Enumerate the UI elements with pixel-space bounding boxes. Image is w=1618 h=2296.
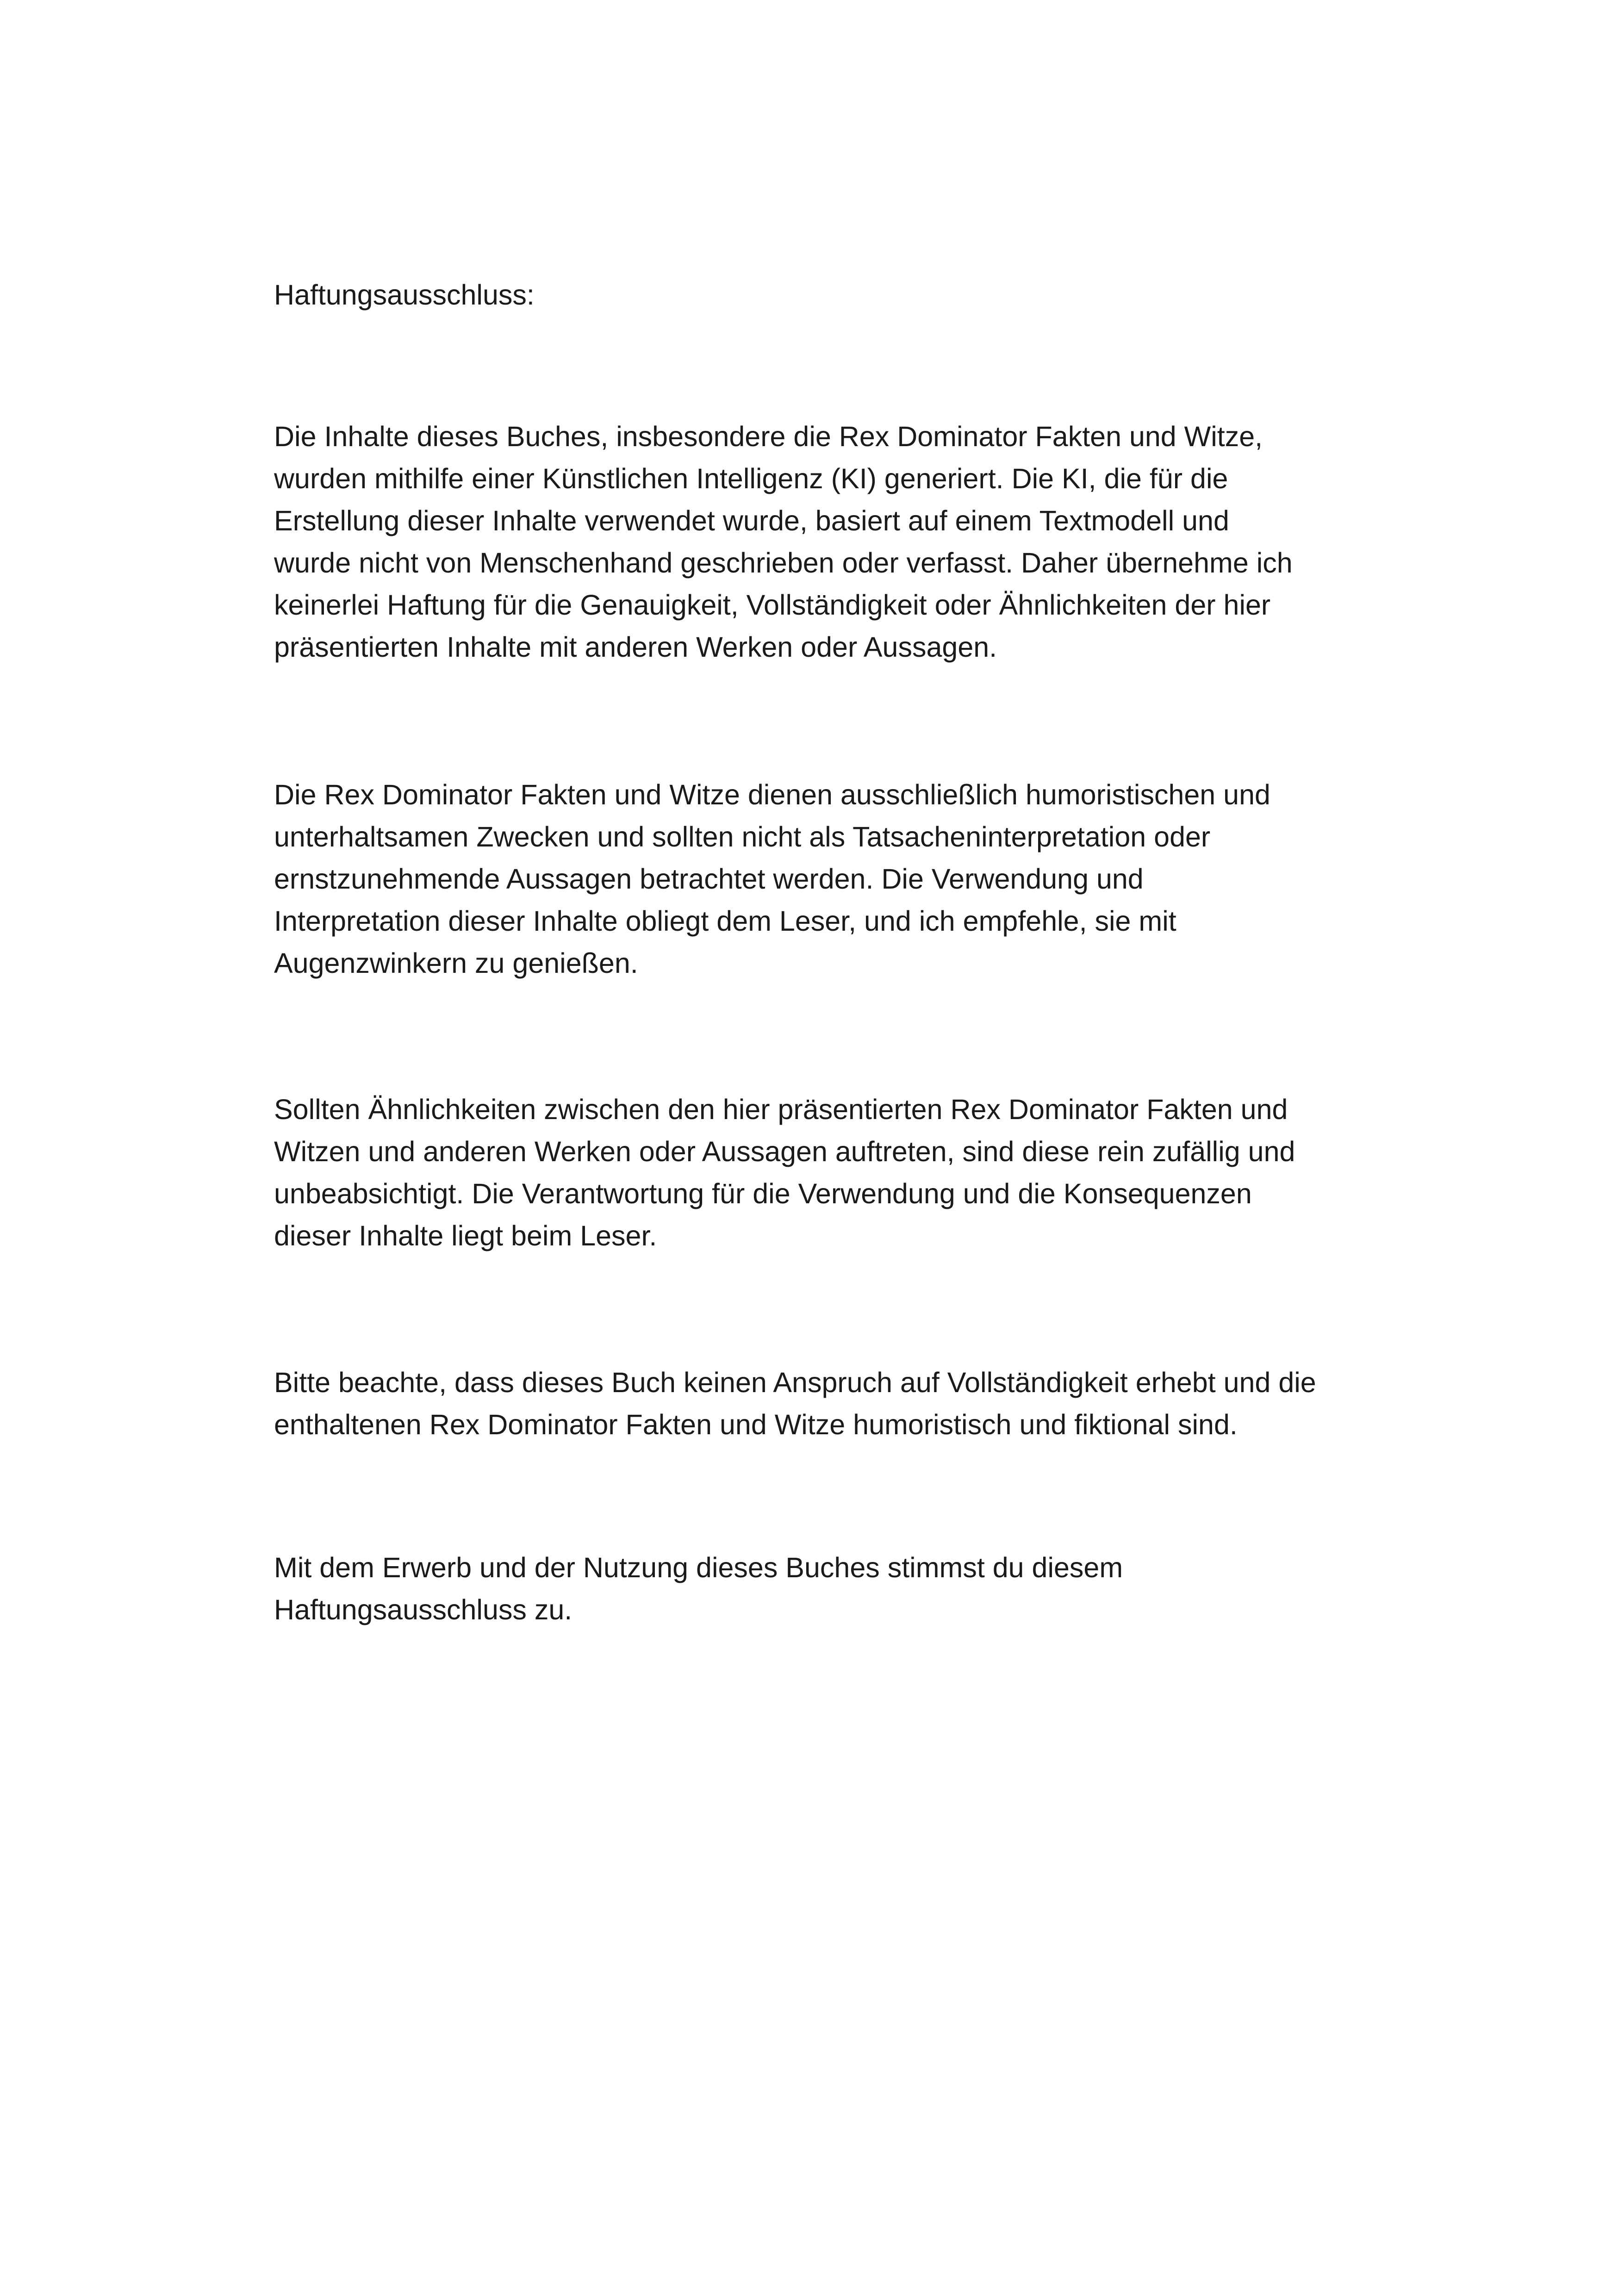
paragraph-line: Die Inhalte dieses Buches, insbesondere die Rex Dominator Fakten und Witze, bbox=[274, 421, 1263, 452]
paragraph-line: Haftungsausschluss zu. bbox=[274, 1594, 573, 1625]
paragraph-line: ernstzunehmende Aussagen betrachtet werden. Die Verwendung und bbox=[274, 863, 1144, 895]
paragraph-line: Mit dem Erwerb und der Nutzung dieses Buches stimmst du diesem bbox=[274, 1552, 1123, 1583]
paragraph-line: wurde nicht von Menschenhand geschrieben oder verfasst. Daher übernehme ich bbox=[274, 547, 1293, 579]
paragraph-line: dieser Inhalte liegt beim Leser. bbox=[274, 1220, 657, 1251]
disclaimer-paragraph-completeness bbox=[274, 1362, 1385, 1446]
paragraph-line: Die Rex Dominator Fakten und Witze dienen ausschließlich humoristischen und bbox=[274, 779, 1270, 810]
paragraph-line: unterhaltsamen Zwecken und sollten nicht als Tatsacheninterpretation oder bbox=[274, 821, 1211, 852]
paragraph-line: Sollten Ähnlichkeiten zwischen den hier präsentierten Rex Dominator Fakten und bbox=[274, 1094, 1288, 1125]
paragraph-line: Bitte beachte, dass dieses Buch keinen Anspruch auf Vollständigkeit erhebt und die bbox=[274, 1367, 1316, 1398]
paragraph-line: Erstellung dieser Inhalte verwendet wurde, basiert auf einem Textmodell und bbox=[274, 505, 1229, 536]
paragraph-line: wurden mithilfe einer Künstlichen Intelligenz (KI) generiert. Die KI, die für die bbox=[274, 463, 1228, 494]
paragraph-line: enthaltenen Rex Dominator Fakten und Witze humoristisch und fiktional sind. bbox=[274, 1409, 1238, 1440]
paragraph-line: Interpretation dieser Inhalte obliegt dem Leser, und ich empfehle, sie mit bbox=[274, 905, 1176, 937]
paragraph-line: keinerlei Haftung für die Genauigkeit, Vollständigkeit oder Ähnlichkeiten der hier bbox=[274, 589, 1271, 621]
disclaimer-heading: Haftungsausschluss: bbox=[274, 279, 535, 311]
disclaimer-paragraph-agreement bbox=[274, 1547, 1385, 1631]
paragraph-line: unbeabsichtigt. Die Verantwortung für die Verwendung und die Konsequenzen bbox=[274, 1178, 1252, 1209]
paragraph-line: Augenzwinkern zu genießen. bbox=[274, 947, 638, 979]
disclaimer-paragraph-similarities bbox=[274, 1089, 1385, 1257]
document-content bbox=[274, 274, 1385, 1625]
disclaimer-paragraph-humor-purpose bbox=[274, 774, 1385, 984]
paragraph-line: präsentierten Inhalte mit anderen Werken oder Aussagen. bbox=[274, 631, 997, 663]
disclaimer-paragraph-ai-generated bbox=[274, 416, 1385, 668]
paragraph-line: Witzen und anderen Werken oder Aussagen auftreten, sind diese rein zufällig und bbox=[274, 1136, 1295, 1167]
